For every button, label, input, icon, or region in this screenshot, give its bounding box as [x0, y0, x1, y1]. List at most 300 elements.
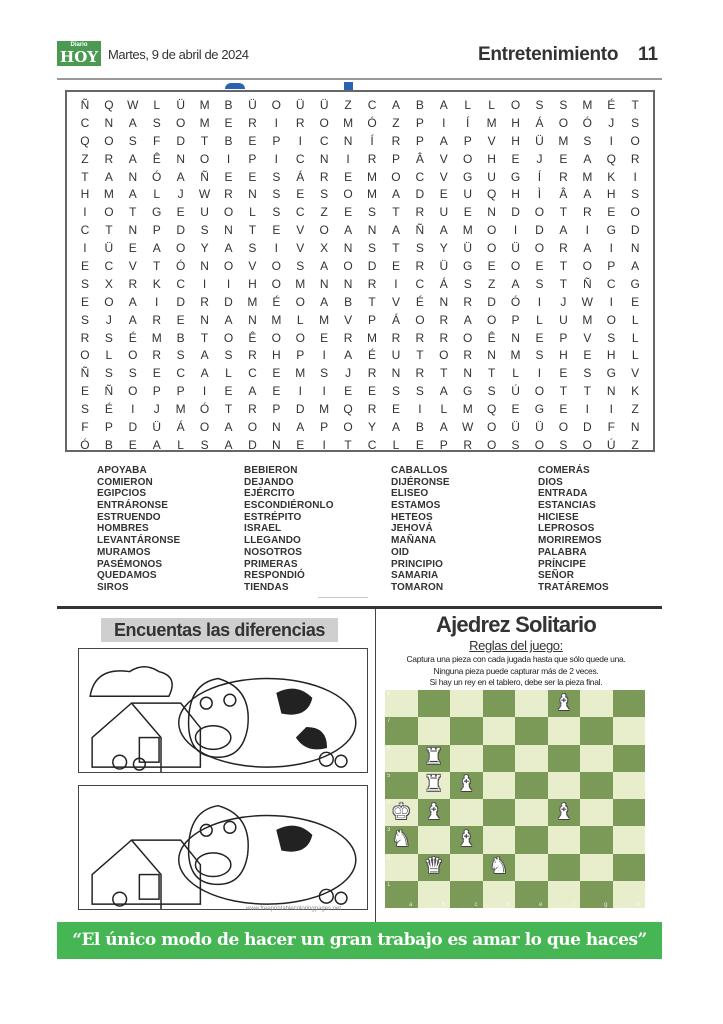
grid-letter: J: [177, 187, 184, 202]
grid-letter: A: [248, 384, 257, 399]
white-bishop-icon[interactable]: ♝: [553, 799, 574, 825]
square-h3[interactable]: [613, 826, 646, 853]
grid-letter: M: [367, 169, 378, 184]
grid-letter: A: [152, 437, 161, 452]
grid-letter: P: [176, 384, 185, 399]
grid-letter: S: [80, 276, 89, 291]
grid-letter: N: [272, 437, 281, 452]
word-item: PASÉMONOS: [97, 558, 163, 570]
grid-letter: D: [176, 294, 185, 309]
square-c8[interactable]: [450, 690, 483, 717]
grid-letter: A: [391, 223, 400, 238]
grid-letter: O: [534, 384, 545, 399]
grid-letter: A: [463, 312, 472, 327]
grid-letter: A: [439, 97, 448, 112]
title-fragment-shape: [225, 83, 245, 89]
square-d6[interactable]: [483, 745, 516, 772]
word-item: EJÉRCITO: [244, 488, 295, 500]
grid-letter: N: [319, 276, 329, 291]
chess-board: [385, 690, 645, 908]
grid-letter: R: [152, 348, 162, 363]
grid-letter: N: [367, 223, 377, 238]
square-d5[interactable]: [483, 772, 516, 799]
file-label: b: [441, 902, 445, 908]
grid-letter: Z: [344, 97, 352, 112]
square-g7[interactable]: [580, 717, 613, 744]
grid-letter: S: [511, 437, 520, 452]
grid-letter: T: [344, 437, 352, 452]
grid-letter: A: [439, 223, 448, 238]
word-item: ENTRADA: [538, 488, 588, 500]
file-label: c: [474, 902, 478, 908]
grid-letter: Â: [559, 187, 568, 202]
grid-letter: I: [298, 384, 302, 399]
grid-letter: N: [200, 258, 209, 273]
square-e1[interactable]: [515, 881, 548, 908]
square-e2[interactable]: [515, 854, 548, 881]
square-a2[interactable]: [385, 854, 418, 881]
grid-letter: A: [439, 419, 448, 434]
grid-letter: U: [200, 205, 209, 220]
word-item: RESPONDIÓ: [244, 570, 305, 582]
grid-letter: G: [463, 384, 473, 399]
grid-row: [73, 239, 647, 257]
square-e3[interactable]: [515, 826, 548, 853]
grid-letter: Q: [486, 402, 497, 417]
rule-text: Captura una pieza con cada jugada hasta que sólo quede una.: [406, 654, 626, 664]
grid-letter: N: [248, 187, 257, 202]
grid-letter: Ó: [367, 115, 377, 130]
grid-row: [73, 275, 647, 293]
title-fragment-shape: [344, 82, 353, 90]
grid-row: [73, 132, 647, 150]
grid-letter: O: [199, 419, 210, 434]
grid-letter: B: [104, 437, 113, 452]
grid-letter: O: [510, 97, 521, 112]
square-a1[interactable]: [385, 881, 418, 908]
grid-letter: M: [103, 187, 114, 202]
grid-letter: Ü: [535, 419, 544, 434]
grid-letter: O: [271, 276, 281, 291]
square-e8[interactable]: [515, 690, 548, 717]
square-b7[interactable]: [418, 717, 451, 744]
grid-letter: E: [344, 384, 353, 399]
grid-letter: H: [80, 187, 90, 202]
grid-letter: I: [609, 133, 613, 148]
square-a3[interactable]: [385, 826, 418, 853]
grid-letter: A: [200, 366, 209, 381]
square-g1[interactable]: [580, 881, 613, 908]
square-e6[interactable]: [515, 745, 548, 772]
square-c6[interactable]: [450, 745, 483, 772]
word-item: PRINCIPIO: [391, 558, 444, 570]
grid-row: [73, 203, 647, 221]
grid-letter: S: [152, 115, 161, 130]
grid-letter: O: [104, 205, 114, 220]
grid-letter: N: [128, 223, 138, 238]
grid-letter: Z: [487, 276, 496, 291]
grid-letter: O: [175, 115, 186, 130]
grid-letter: A: [320, 294, 329, 309]
white-rook-icon[interactable]: ♜: [423, 745, 444, 771]
square-e4[interactable]: [515, 799, 548, 826]
square-g3[interactable]: [580, 826, 613, 853]
grid-letter: A: [391, 97, 400, 112]
square-c7[interactable]: [450, 717, 483, 744]
grid-letter: S: [559, 97, 568, 112]
grid-letter: E: [224, 115, 233, 130]
grid-letter: J: [105, 312, 112, 327]
grid-letter: H: [272, 348, 281, 363]
white-bishop-icon[interactable]: ♝: [456, 826, 477, 852]
grid-letter: E: [391, 258, 400, 273]
rank-label: 5: [387, 772, 391, 779]
square-b5[interactable]: [418, 772, 451, 799]
grid-letter: C: [367, 97, 377, 112]
column-divider: [375, 609, 376, 925]
grid-letter: P: [463, 133, 472, 148]
grid-letter: U: [559, 312, 568, 327]
square-g5[interactable]: [580, 772, 613, 799]
grid-letter: E: [391, 402, 400, 417]
grid-letter: I: [513, 223, 518, 238]
grid-letter: D: [176, 133, 185, 148]
grid-letter: M: [175, 402, 186, 417]
grid-letter: N: [439, 294, 449, 309]
white-king-icon[interactable]: ♚: [391, 799, 412, 825]
grid-letter: V: [296, 223, 305, 238]
grid-letter: V: [631, 366, 640, 381]
square-a4[interactable]: [385, 799, 418, 826]
grid-letter: I: [131, 402, 135, 417]
square-b4[interactable]: [418, 799, 451, 826]
grid-letter: Ü: [511, 419, 520, 434]
grid-letter: T: [583, 384, 591, 399]
grid-letter: O: [319, 223, 329, 238]
grid-letter: P: [415, 133, 424, 148]
grid-letter: L: [392, 437, 400, 452]
square-b1[interactable]: [418, 881, 451, 908]
grid-letter: V: [296, 241, 305, 256]
grid-letter: R: [343, 330, 353, 345]
grid-letter: O: [486, 312, 497, 327]
grid-letter: Ü: [319, 97, 329, 112]
chess-title: Ajedrez Solitario: [436, 612, 596, 637]
square-c4[interactable]: [450, 799, 483, 826]
grid-letter: A: [320, 258, 329, 273]
grid-letter: E: [272, 366, 281, 381]
square-c1[interactable]: [450, 881, 483, 908]
grid-letter: M: [486, 115, 497, 130]
square-h7[interactable]: [613, 717, 646, 744]
grid-letter: I: [274, 115, 278, 130]
grid-letter: E: [272, 223, 281, 238]
square-d1[interactable]: [483, 881, 516, 908]
rule-text: Ninguna pieza puede capturar más de 2 veces.: [433, 666, 599, 676]
file-label: f: [573, 902, 575, 908]
grid-letter: P: [248, 151, 257, 166]
rules-title: Reglas del juego:: [469, 638, 563, 653]
grid-letter: I: [609, 241, 613, 256]
white-rook-icon[interactable]: ♜: [423, 772, 444, 798]
square-c2[interactable]: [450, 854, 483, 881]
grid-letter: R: [463, 437, 473, 452]
grid-letter: N: [176, 151, 185, 166]
square-f7[interactable]: [548, 717, 581, 744]
square-f6[interactable]: [548, 745, 581, 772]
grid-letter: Z: [631, 437, 639, 452]
word-item: ENTRÁRONSE: [97, 500, 169, 512]
square-g2[interactable]: [580, 854, 613, 881]
grid-letter: A: [439, 133, 448, 148]
square-f4[interactable]: [548, 799, 581, 826]
square-d8[interactable]: [483, 690, 516, 717]
grid-letter: N: [630, 241, 640, 256]
grid-letter: O: [104, 133, 114, 148]
square-g6[interactable]: [580, 745, 613, 772]
grid-letter: N: [343, 241, 353, 256]
grid-letter: O: [80, 348, 90, 363]
square-h6[interactable]: [613, 745, 646, 772]
grid-letter: S: [80, 312, 89, 327]
square-a8[interactable]: [385, 690, 418, 717]
grid-letter: I: [537, 366, 542, 381]
word-item: CABALLOS: [391, 465, 448, 476]
grid-letter: Ñ: [200, 169, 209, 184]
square-h4[interactable]: [613, 799, 646, 826]
grid-letter: M: [151, 330, 162, 345]
square-a6[interactable]: [385, 745, 418, 772]
square-a7[interactable]: [385, 717, 418, 744]
grid-letter: E: [487, 258, 496, 273]
grid-letter: G: [152, 205, 162, 220]
grid-letter: N: [272, 419, 281, 434]
grid-letter: H: [606, 348, 616, 363]
square-d4[interactable]: [483, 799, 516, 826]
grid-letter: O: [128, 384, 138, 399]
grid-letter: T: [392, 205, 400, 220]
grid-letter: I: [274, 241, 278, 256]
grid-letter: P: [559, 330, 568, 345]
grid-letter: Ü: [176, 97, 185, 112]
grid-letter: O: [558, 115, 569, 130]
grid-letter: S: [535, 348, 544, 363]
grid-letter: Q: [486, 187, 497, 202]
grid-letter: Ñ: [80, 366, 90, 381]
grid-letter: V: [391, 294, 400, 309]
square-f1[interactable]: [548, 881, 581, 908]
grid-letter: M: [367, 330, 378, 345]
grid-letter: Z: [631, 402, 639, 417]
rank-label: 6: [387, 745, 391, 752]
word-item: BEBIERON: [244, 465, 298, 476]
word-item: QUEDAMOS: [97, 570, 157, 582]
grid-letter: N: [319, 151, 329, 166]
grid-letter: E: [176, 205, 185, 220]
square-b8[interactable]: [418, 690, 451, 717]
grid-letter: C: [80, 115, 90, 130]
square-e5[interactable]: [515, 772, 548, 799]
square-f5[interactable]: [548, 772, 581, 799]
grid-letter: C: [176, 276, 185, 291]
grid-letter: L: [488, 97, 495, 112]
grid-letter: N: [463, 366, 473, 381]
grid-letter: T: [368, 294, 376, 309]
grid-letter: R: [415, 366, 425, 381]
grid-letter: E: [80, 294, 89, 309]
grid-letter: O: [439, 348, 449, 363]
grid-letter: I: [322, 348, 326, 363]
square-f2[interactable]: [548, 854, 581, 881]
grid-letter: R: [415, 205, 425, 220]
grid-letter: E: [631, 294, 640, 309]
white-knight-icon[interactable]: ♞: [488, 854, 509, 880]
square-b3[interactable]: [418, 826, 451, 853]
grid-letter: D: [224, 294, 233, 309]
word-item: COMIERON: [97, 476, 153, 488]
grid-letter: E: [368, 384, 377, 399]
grid-letter: T: [200, 133, 209, 148]
square-h1[interactable]: [613, 881, 646, 908]
grid-letter: P: [368, 312, 377, 327]
grid-letter: P: [272, 133, 281, 148]
square-d3[interactable]: [483, 826, 516, 853]
grid-letter: Á: [296, 169, 305, 184]
grid-letter: O: [486, 437, 497, 452]
grid-letter: E: [344, 205, 353, 220]
square-c5[interactable]: [450, 772, 483, 799]
grid-letter: X: [104, 276, 113, 291]
grid-letter: R: [559, 241, 568, 256]
grid-letter: O: [271, 258, 281, 273]
grid-letter: S: [368, 205, 377, 220]
grid-letter: O: [343, 187, 353, 202]
square-f8[interactable]: [548, 690, 581, 717]
square-g8[interactable]: [580, 690, 613, 717]
square-e7[interactable]: [515, 717, 548, 744]
grid-letter: Ó: [510, 294, 521, 309]
word-item: MORIREMOS: [538, 535, 602, 547]
grid-letter: V: [487, 133, 496, 148]
grid-letter: E: [320, 330, 329, 345]
issue-date: Martes, 9 de abril de 2024: [108, 47, 249, 62]
rank-label: 4: [387, 800, 391, 806]
grid-letter: Ì: [537, 187, 542, 202]
grid-letter: Ñ: [104, 384, 114, 399]
grid-letter: É: [272, 294, 281, 309]
grid-letter: I: [609, 294, 613, 309]
grid-letter: I: [609, 402, 613, 417]
square-h8[interactable]: [613, 690, 646, 717]
white-bishop-icon[interactable]: ♝: [456, 772, 477, 798]
grid-letter: M: [199, 97, 210, 112]
grid-letter: G: [463, 169, 473, 184]
grid-letter: O: [223, 330, 234, 345]
square-h5[interactable]: [613, 772, 646, 799]
grid-letter: D: [511, 205, 520, 220]
white-bishop-icon[interactable]: ♝: [553, 690, 574, 716]
word-item: ISRAEL: [244, 523, 282, 535]
grid-letter: E: [415, 437, 424, 452]
square-b6[interactable]: [418, 745, 451, 772]
grid-letter: Â: [415, 151, 424, 166]
grid-letter: S: [415, 384, 424, 399]
grid-letter: G: [606, 366, 616, 381]
grid-letter: K: [631, 384, 640, 399]
grid-letter: H: [511, 133, 520, 148]
grid-letter: N: [487, 348, 496, 363]
grid-letter: L: [631, 312, 639, 327]
grid-letter: Ê: [248, 330, 257, 345]
grid-letter: R: [152, 312, 162, 327]
grid-letter: T: [200, 330, 209, 345]
square-d7[interactable]: [483, 717, 516, 744]
grid-letter: D: [535, 223, 544, 238]
grid-letter: Q: [104, 97, 114, 112]
word-item: LLEGANDO: [244, 535, 301, 547]
square-c3[interactable]: [450, 826, 483, 853]
word-item: SAMARIA: [391, 570, 439, 582]
grid-letter: L: [249, 205, 256, 220]
square-f3[interactable]: [548, 826, 581, 853]
grid-letter: A: [391, 419, 400, 434]
square-a5[interactable]: [385, 772, 418, 799]
grid-letter: I: [322, 437, 326, 452]
grid-letter: Ú: [606, 437, 616, 452]
grid-letter: Ü: [104, 241, 114, 256]
square-b2[interactable]: [418, 854, 451, 881]
section-title: Entretenimiento: [478, 44, 619, 65]
grid-letter: I: [346, 151, 350, 166]
grid-letter: M: [319, 402, 330, 417]
grid-letter: X: [320, 241, 329, 256]
grid-letter: P: [272, 402, 281, 417]
grid-letter: I: [83, 205, 87, 220]
white-bishop-icon[interactable]: ♝: [423, 799, 444, 825]
grid-letter: E: [344, 169, 353, 184]
square-g4[interactable]: [580, 799, 613, 826]
grid-letter: A: [296, 419, 305, 434]
grid-letter: I: [226, 151, 231, 166]
grid-letter: O: [630, 133, 640, 148]
grid-letter: R: [367, 366, 377, 381]
square-d2[interactable]: [483, 854, 516, 881]
grid-letter: U: [391, 348, 401, 363]
square-h2[interactable]: [613, 854, 646, 881]
grid-letter: E: [511, 151, 520, 166]
grid-row: [73, 364, 647, 382]
grid-letter: Í: [537, 169, 542, 184]
grid-letter: Ü: [152, 419, 162, 434]
grid-letter: Á: [176, 419, 185, 434]
differences-title: Encuentas las diferencias: [101, 618, 338, 642]
grid-letter: S: [487, 384, 496, 399]
grid-letter: R: [248, 348, 257, 363]
grid-letter: I: [537, 294, 542, 309]
grid-letter: O: [486, 241, 497, 256]
grid-letter: Ê: [487, 330, 496, 345]
grid-letter: Q: [80, 133, 90, 148]
grid-letter: C: [319, 133, 329, 148]
grid-letter: O: [391, 169, 401, 184]
grid-letter: E: [128, 241, 137, 256]
grid-letter: J: [536, 151, 543, 166]
grid-letter: T: [392, 241, 400, 256]
white-queen-icon[interactable]: ♛: [423, 854, 444, 880]
white-knight-icon[interactable]: ♞: [391, 826, 412, 852]
grid-letter: R: [439, 330, 449, 345]
grid-letter: N: [511, 330, 520, 345]
